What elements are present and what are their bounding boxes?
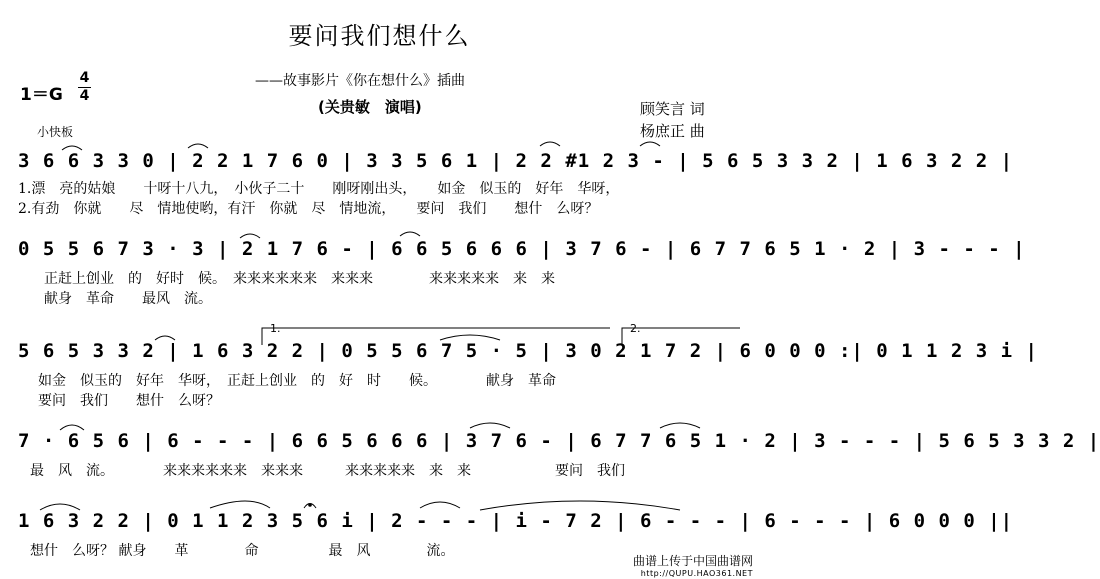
notation-row-3: 5 6 5 3 3 2 | 1 6 3 2 2 | 0 5 5 6 7 5 · 5 | 3 0 2 1 7 2 | 6 0 0 0 :| 0 1 1 2 3 i | xyxy=(18,340,1038,362)
singer-credit: (关贵敏 演唱) xyxy=(318,98,422,116)
watermark-url: http://QUPU.HAO361.NET xyxy=(640,569,753,578)
song-subtitle: ——故事影片《你在想什么》插曲 xyxy=(255,73,465,89)
volta-second-label: 2. xyxy=(630,322,641,335)
lyrics-row-1-verse-2: 2.有劲 你就 尽 情地使哟，有汗 你就 尽 情地流， 要问 我们 想什 么呀？ xyxy=(18,201,599,217)
lyrics-row-2-verse-1: 正赶上创业 的 好时 候。 来来来来来来 来来来 来来来来来 来 来 xyxy=(44,271,555,287)
notation-row-2: 0 5 5 6 7 3 · 3 | 2 1 7 6 - | 6 6 5 6 6 6 | 3 7 6 - | 6 7 7 6 5 1 · 2 | 3 - - - | xyxy=(18,238,1026,260)
watermark xyxy=(633,552,753,578)
slur-marks xyxy=(40,142,700,510)
lyricist-credit: 顾笑言 词 xyxy=(640,100,705,118)
lyrics-row-4: 最 风 流。 来来来来来来 来来来 来来来来来 来 来 要问 我们 xyxy=(30,463,625,479)
notation-row-4: 7 · 6 5 6 | 6 - - - | 6 6 5 6 6 6 | 3 7 6 - | 6 7 7 6 5 1 · 2 | 3 - - - | 5 6 5 3 3 2 | xyxy=(18,430,1100,452)
volta-first-label: 1. xyxy=(270,322,281,335)
key-signature: 1＝G xyxy=(20,85,63,105)
song-title: 要问我们想什么 xyxy=(288,22,471,50)
lyrics-row-3-verse-1: 如金 似玉的 好年 华呀， 正赶上创业 的 好 时 候。 献身 革命 xyxy=(38,373,556,389)
volta-first-bracket xyxy=(262,328,610,345)
lyrics-row-2-verse-2: 献身 革命 最风 流。 xyxy=(44,291,212,307)
volta-second-bracket xyxy=(622,328,740,345)
composer-credit: 杨庶正 曲 xyxy=(640,122,705,140)
lyrics-row-3-verse-2: 要问 我们 想什 么呀？ xyxy=(38,393,220,409)
notation-row-5: 1 6 3 2 2 | 0 1 1 2 3 5 6 i | 2 - - - | i - 7 2 | 6 - - - | 6 - - - | 6 0 0 0 || xyxy=(18,510,1014,532)
tempo-marking: 小快板 xyxy=(37,125,74,139)
lyrics-row-5: 想什 么呀？ 献身 革 命 最 风 流。 xyxy=(30,543,455,559)
meter-top: 4 xyxy=(79,70,90,86)
notation-row-1: 3 6 6 3 3 0 | 2 2 1 7 6 0 | 3 3 5 6 1 | 2 2 #1 2 3 - | 5 6 5 3 3 2 | 1 6 3 2 2 | xyxy=(18,150,1014,172)
lyrics-row-1-verse-1: 1.漂 亮的姑娘 十呀十八九， 小伙子二十 刚呀刚出头， 如金 似玉的 好年 华呀， xyxy=(18,181,620,197)
meter-bottom: 4 xyxy=(79,88,90,104)
fermata-mark xyxy=(304,504,316,509)
watermark-text: 曲谱上传于中国曲谱网 xyxy=(632,554,753,568)
